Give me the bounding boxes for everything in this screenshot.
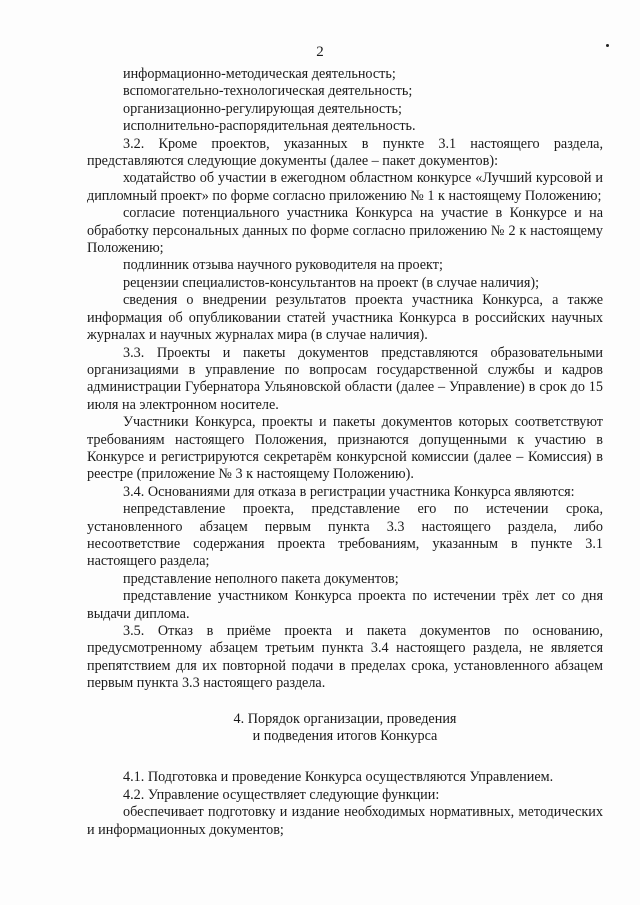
paragraph-3-3-participants: Участники Конкурса, проекты и пакеты документов которых соответствуют требованиям настоящего Положения, признаются допущенными к участию в Конкурсе и регистрируются секретарём конкурсной комиссии (далее – Комиссия) в реестре (приложение № 3 к настоящему Положению). [87,414,603,483]
paragraph-3-4: 3.4. Основаниями для отказа в регистрации участника Конкурса являются: [123,483,575,500]
list-item: информационно-методическая деятельность; [123,66,396,82]
refusal-reason: непредставление проекта, представление его по истечении срока, установленного абзацем первым пункта 3.3 настоящего раздела, либо несоответствие содержания проекта требованиям, указанным в пункте 3.1 настоящего раздела; [87,501,603,570]
section-heading [87,711,603,746]
page-number: 2 [316,44,324,60]
document-item: сведения о внедрении результатов проекта участника Конкурса, а также информация об опубликовании статей участника Конкурса в российских научных журналах и научных журналах мира (в случае наличия). [87,292,603,344]
paragraph-4-2: 4.2. Управление осуществляет следующие функции: [123,786,440,803]
function-item: обеспечивает подготовку и издание необходимых нормативных, методических и информационных документов; [87,804,603,838]
scan-speck [606,44,609,47]
document-body [87,66,603,839]
list-item: вспомогательно-технологическая деятельность; [123,83,413,100]
paragraph-3-2: 3.2. Кроме проектов, указанных в пункте 3.1 настоящего раздела, представляются следующие документы (далее – пакет документов): [87,135,603,170]
list-item: исполнительно-распорядительная деятельность. [123,118,416,135]
document-item: рецензии специалистов-консультантов на проект (в случае наличия); [123,274,540,291]
document-item: подлинник отзыва научного руководителя на проект; [123,257,443,274]
section-heading-line-1: 4. Порядок организации, проведения [233,710,457,727]
document-item: согласие потенциального участника Конкурса на участие в Конкурсе и на обработку персональных данных по форме согласно приложению № 2 к настоящему Положению; [87,205,603,257]
paragraph-4-1: 4.1. Подготовка и проведение Конкурса осуществляются Управлением. [123,769,554,786]
paragraph-3-3: 3.3. Проекты и пакеты документов представляются образовательными организациями в управление по вопросам государственной службы и кадров администрации Губернатора Ульяновской области (далее – Управление) в срок до 15 июля на электронном носителе. [87,344,603,413]
document-item: ходатайство об участии в ежегодном областном конкурсе «Лучший курсовой и дипломный проект» по форме согласно приложению № 1 к настоящему Положению; [87,170,603,204]
section-heading-line-2: и подведения итогов Конкурса [252,728,438,745]
refusal-reason: представление неполного пакета документов; [123,570,399,587]
refusal-reason: представление участником Конкурса проекта по истечении трёх лет со дня выдачи диплома. [87,588,603,622]
paragraph-3-5: 3.5. Отказ в приёме проекта и пакета документов по основанию, предусмотренному абзацем третьим пункта 3.4 настоящего раздела, не является препятствием для их повторной подачи в пределах срока, установленного абзацем первым пункта 3.3 настоящего раздела. [87,623,603,692]
list-item: организационно-регулирующая деятельность; [123,100,402,117]
